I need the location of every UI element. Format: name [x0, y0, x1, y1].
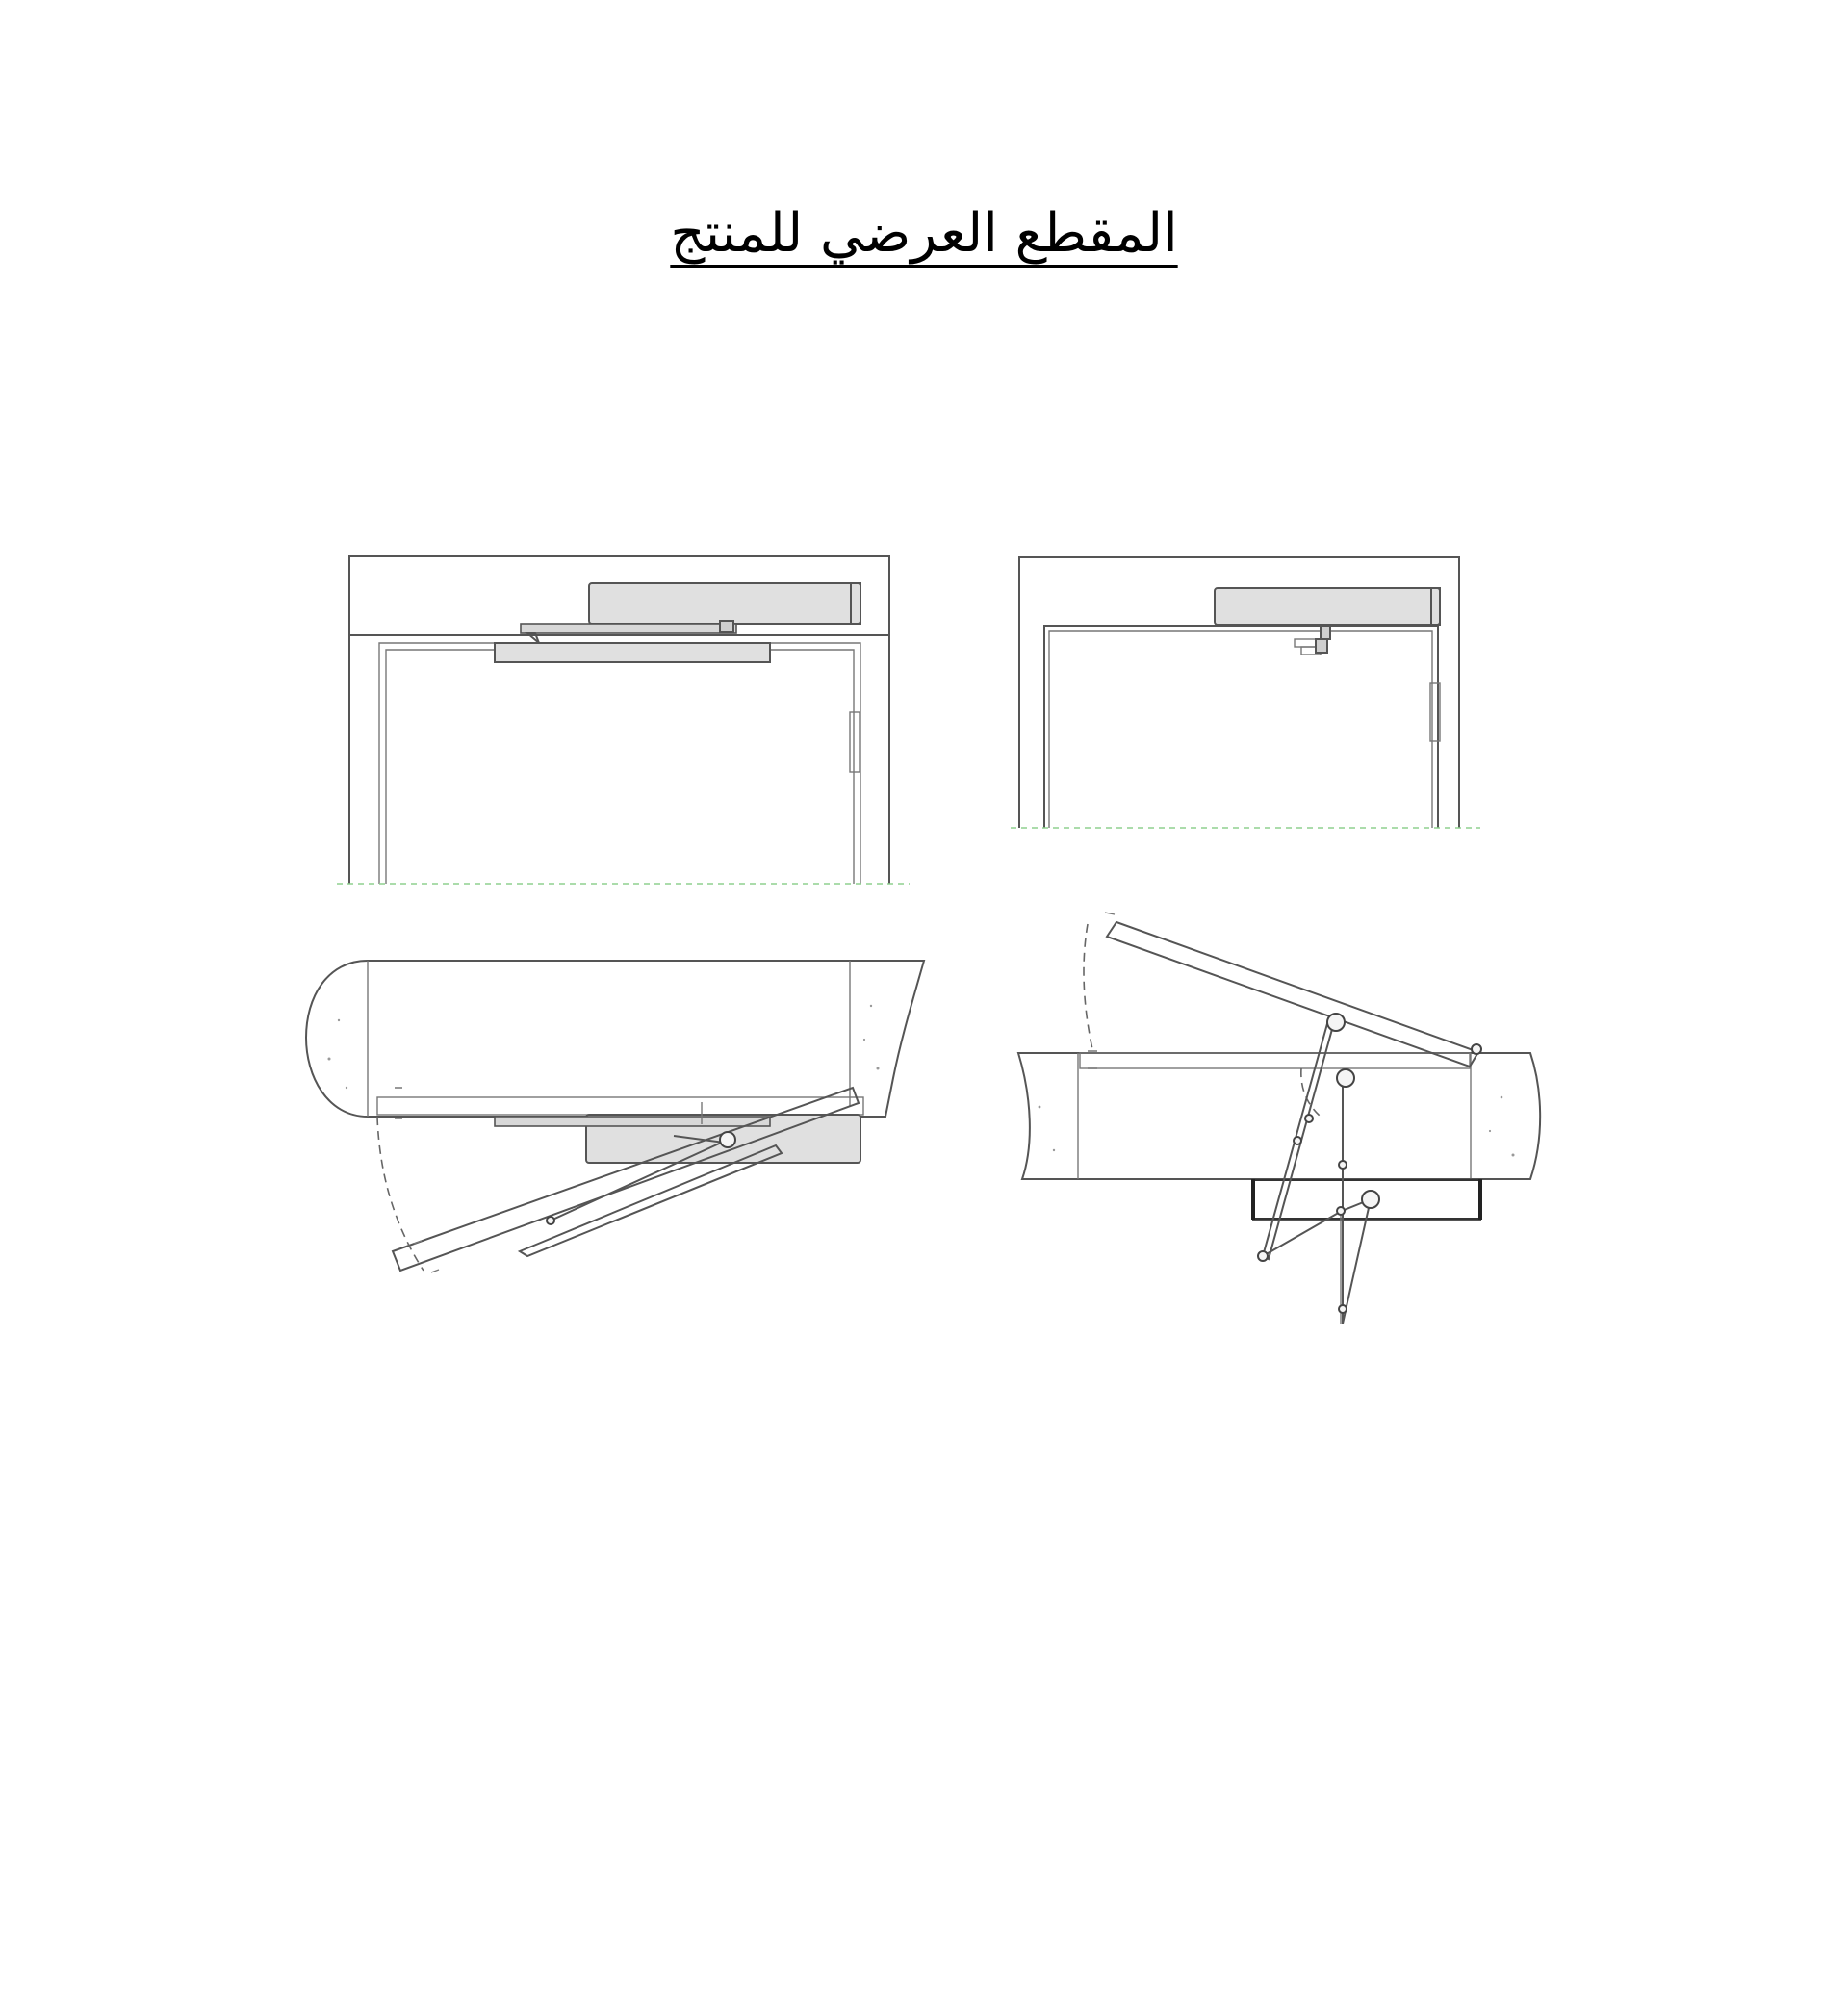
closer-shoe: [495, 643, 770, 662]
door-leaf-open: [1107, 922, 1478, 1067]
plan-standard-arm: [306, 961, 924, 1272]
arm-pivot: [720, 1132, 735, 1147]
arm-pivot: [1327, 1014, 1345, 1031]
closer-lever: [1321, 626, 1330, 639]
swing-arc: [377, 1117, 424, 1271]
swing-arc: [1084, 924, 1092, 1049]
closer-body: [589, 583, 860, 624]
elevation-slide-track: [1011, 557, 1480, 828]
plan-parallel-arm: [1018, 913, 1540, 1324]
elevation-standard-arm: [337, 556, 910, 884]
hinge: [850, 712, 860, 772]
closer-arm: [521, 624, 736, 633]
closer-body: [1215, 588, 1440, 625]
closer-arm: [495, 1117, 770, 1126]
page-title-text: المقطع العرضي للمنتج: [670, 202, 1178, 265]
